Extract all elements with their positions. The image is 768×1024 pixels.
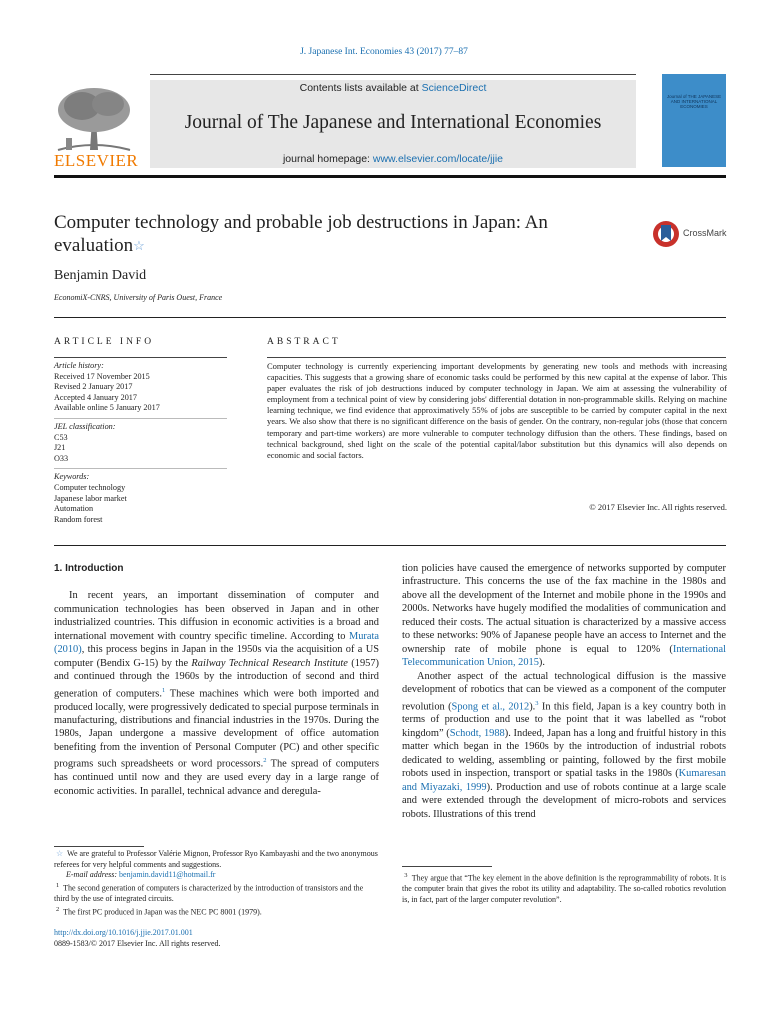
article-info-panel: [54, 361, 229, 525]
issn-line: 0889-1583/© 2017 Elsevier Inc. All rights reserved.: [54, 939, 221, 948]
footnote-email: E-mail address: benjamin.david11@hotmail.fr: [66, 870, 216, 880]
footnote-1: $^1$ The second generation of computers is characterized by the introduction of transistors and the third by the use of integrated circuits.: [54, 881, 364, 904]
article-title-text: Computer technology and probable job destructions in Japan: An evaluation: [54, 212, 548, 256]
journal-homepage-line: [150, 153, 636, 165]
jel-label: JEL classification:: [54, 421, 116, 431]
history-item: Revised 2 January 2017: [54, 382, 133, 392]
ref-murata-2010[interactable]: Murata (2010): [54, 630, 379, 656]
abstract-rule: [267, 357, 726, 358]
title-footnote-star-icon[interactable]: ☆: [133, 238, 145, 253]
author-email-link[interactable]: benjamin.david11@hotmail.fr: [119, 870, 216, 880]
ref-schodt-1988[interactable]: Schodt, 1988: [449, 727, 505, 739]
abstract-heading: ABSTRACT: [267, 337, 341, 347]
history-label: Article history:: [54, 361, 104, 370]
footnote-ref-3[interactable]: 3: [535, 699, 539, 707]
title-divider: [54, 317, 726, 318]
jel-code: C53: [54, 432, 68, 442]
contents-prefix: Contents lists available at: [299, 82, 422, 94]
sciencedirect-link[interactable]: ScienceDirect: [421, 82, 487, 94]
cover-title: Journal of THE JAPANESE AND INTERNATIONAL ECONOMIES: [666, 94, 722, 109]
abstract-copyright: © 2017 Elsevier Inc. All rights reserved.: [589, 502, 727, 512]
abstract-text: Computer technology is currently experiencing important developments by generating new tools and methods with increasing capacities. This suggests that a growing share of economic tasks could be performed by this new capital at the expense of labor. This paper evaluates the risk of job destructions induced by computer technology in Japan. We aim at assessing the vulnerability of employment from a technical point of view by considering jobs' differential dotation in non-programmable skills. Relying on machine learning technique, we find evidence that approximatively 55% of jobs are susceptible to be carried by computer capital in the next years. We also show that there is no significant difference on the basis of gender. On the contrary, non-regular jobs (those that concern temporary and part-time workers) are more vulnerable to computer technology diffusion than the others. These findings, based on technical background, shed light on the scale of the potential capital/labor substitution but this dynamics will also depends on economic and social factors.: [267, 361, 727, 460]
jel-code: J21: [54, 443, 66, 453]
footnote-rule: [402, 866, 492, 867]
intro-paragraph-2: Another aspect of the actual technological diffusion is the massive development of robotics that can be viewed as a component of the computer revolution (Spong et al., 2012).$^3$ In this field, Japan is a key country both in terms of production and use to the point that it was labelled as “robot kingdom” (Schodt, 1988). Indeed, Japan has a long and fruitful history in this matter which began in the 1960s by the introduction of industrial robots dedicated to welding, assembling or painting, followed by the first mobile robots used in inspection, transport or spatial tasks in the 1980s (Kumaresan and Miyazaki, 1999). Production and use of robots continue at a large scale and were extended through the development of micro-robots and services robots. Illustrations of this trend: [402, 670, 727, 820]
footnote-ref-2[interactable]: 2: [263, 757, 267, 765]
keyword: Computer technology: [54, 482, 126, 492]
keywords-label: Keywords:: [54, 472, 90, 482]
article-info-rule: [54, 357, 227, 358]
history-item: Received 17 November 2015: [54, 371, 150, 381]
keyword: Automation: [54, 504, 94, 514]
journal-citation[interactable]: [0, 47, 768, 57]
header-rule: [54, 175, 726, 178]
intro-paragraph-1: In recent years, an important dissemination of computer and communication technologies has been observed in Japan and in other industrialized countries. This diffusion in economic activities is a broad and international movement with country specific timeline. According to Murata (2010), this process begins in Japan in the 1950s via the acquisition of a US computer (Bendix G-15) by the Railway Technical Research Institute (1957) and continued through the 1960s by the introduction of second and third generation of computers.$^1$ These machines which were both imported and produced locally, were progressively dedicated to special purpose terminals in manufacturing, distributions and financial industries in the 1970s. During the 1980s, Japan undergone a massive development of office automation benefiting from the invention of Personal Computer (PC) and other specific programs such spreadsheets or word processors.$^2$ The spread of computers has continued until now and they are used every day in a large range of economic activities. In parallel, technical advance and deregula-: [54, 590, 379, 797]
contents-line: [150, 82, 636, 94]
history-item: Available online 5 January 2017: [54, 403, 160, 413]
footnote-2: $^2$ The first PC produced in Japan was the NEC PC 8001 (1979).: [56, 905, 262, 917]
jel-code: O33: [54, 453, 69, 463]
journal-homepage-link[interactable]: www.elsevier.com/locate/jjie: [372, 153, 504, 165]
homepage-prefix: journal homepage:: [282, 153, 373, 165]
footnote-rule: [54, 846, 144, 847]
ref-kumaresan-1999[interactable]: Kumaresan and Miyazaki, 1999: [402, 768, 726, 793]
intro-paragraph-1-cont: tion policies have caused the emergence of networks supported by computer infrastructure. This concerns the use of the fax machine in the 1980s and above all the development of the Internet and mobile phone in the 1990s and 2000s. Networks have hugely modified the modalities of communication and reduced their costs. The actual situation is characterized by a massive access to these networks: 90% of Japanese people have an access to Internet and the ownership rate of mobile phone is equal to 120% (International Telecommunication Union, 2015).: [402, 563, 726, 669]
keyword: Japanese labor market: [54, 493, 127, 503]
body-left-column: [54, 562, 379, 798]
abstract-divider: [54, 545, 726, 546]
footnote-acknowledgement: ☆ We are grateful to Professor Valérie Mignon, Professor Ryo Kambayashi and the two anonymous referees for very helpful comments and suggestions.: [54, 849, 378, 869]
footnote-3: $^3$ They argue that “The key element in the above definition is the reprogrammability of robots. It is the computer brain that gives the robot its utility and adaptability. The so-called robotics revolution is, in fact, part of the larger computer revolution”.: [402, 872, 727, 904]
body-right-column: [402, 562, 726, 821]
info-separator: [54, 418, 227, 419]
history-item: Accepted 4 January 2017: [54, 392, 137, 402]
article-info-heading: ARTICLE INFO: [54, 337, 155, 347]
ref-spong-2012[interactable]: Spong et al., 2012: [451, 701, 530, 712]
publisher-name: ELSEVIER: [54, 151, 139, 170]
section-heading-introduction: 1. Introduction: [54, 563, 124, 574]
footnote-ref-1[interactable]: 1: [161, 686, 166, 694]
author-name: Benjamin David: [54, 268, 147, 283]
citation-link[interactable]: J. Japanese Int. Economies 43 (2017) 77–87: [300, 47, 468, 57]
header-top-divider: [150, 74, 636, 75]
ref-itu-2015[interactable]: International Telecommunication Union, 2015: [402, 643, 726, 669]
author-affiliation: EconomiX-CNRS, University of Paris Ouest, France: [54, 293, 223, 302]
crossmark-label[interactable]: CrossMark: [683, 228, 727, 238]
footnotes-left: [54, 849, 379, 918]
keyword: Random forest: [54, 514, 103, 524]
info-separator: [54, 468, 227, 469]
article-title: [54, 211, 614, 257]
doi-link[interactable]: http://dx.doi.org/10.1016/j.jjie.2017.01.001: [54, 928, 193, 937]
journal-cover-image[interactable]: [662, 74, 726, 167]
journal-title: Journal of The Japanese and International Economies: [184, 112, 602, 133]
